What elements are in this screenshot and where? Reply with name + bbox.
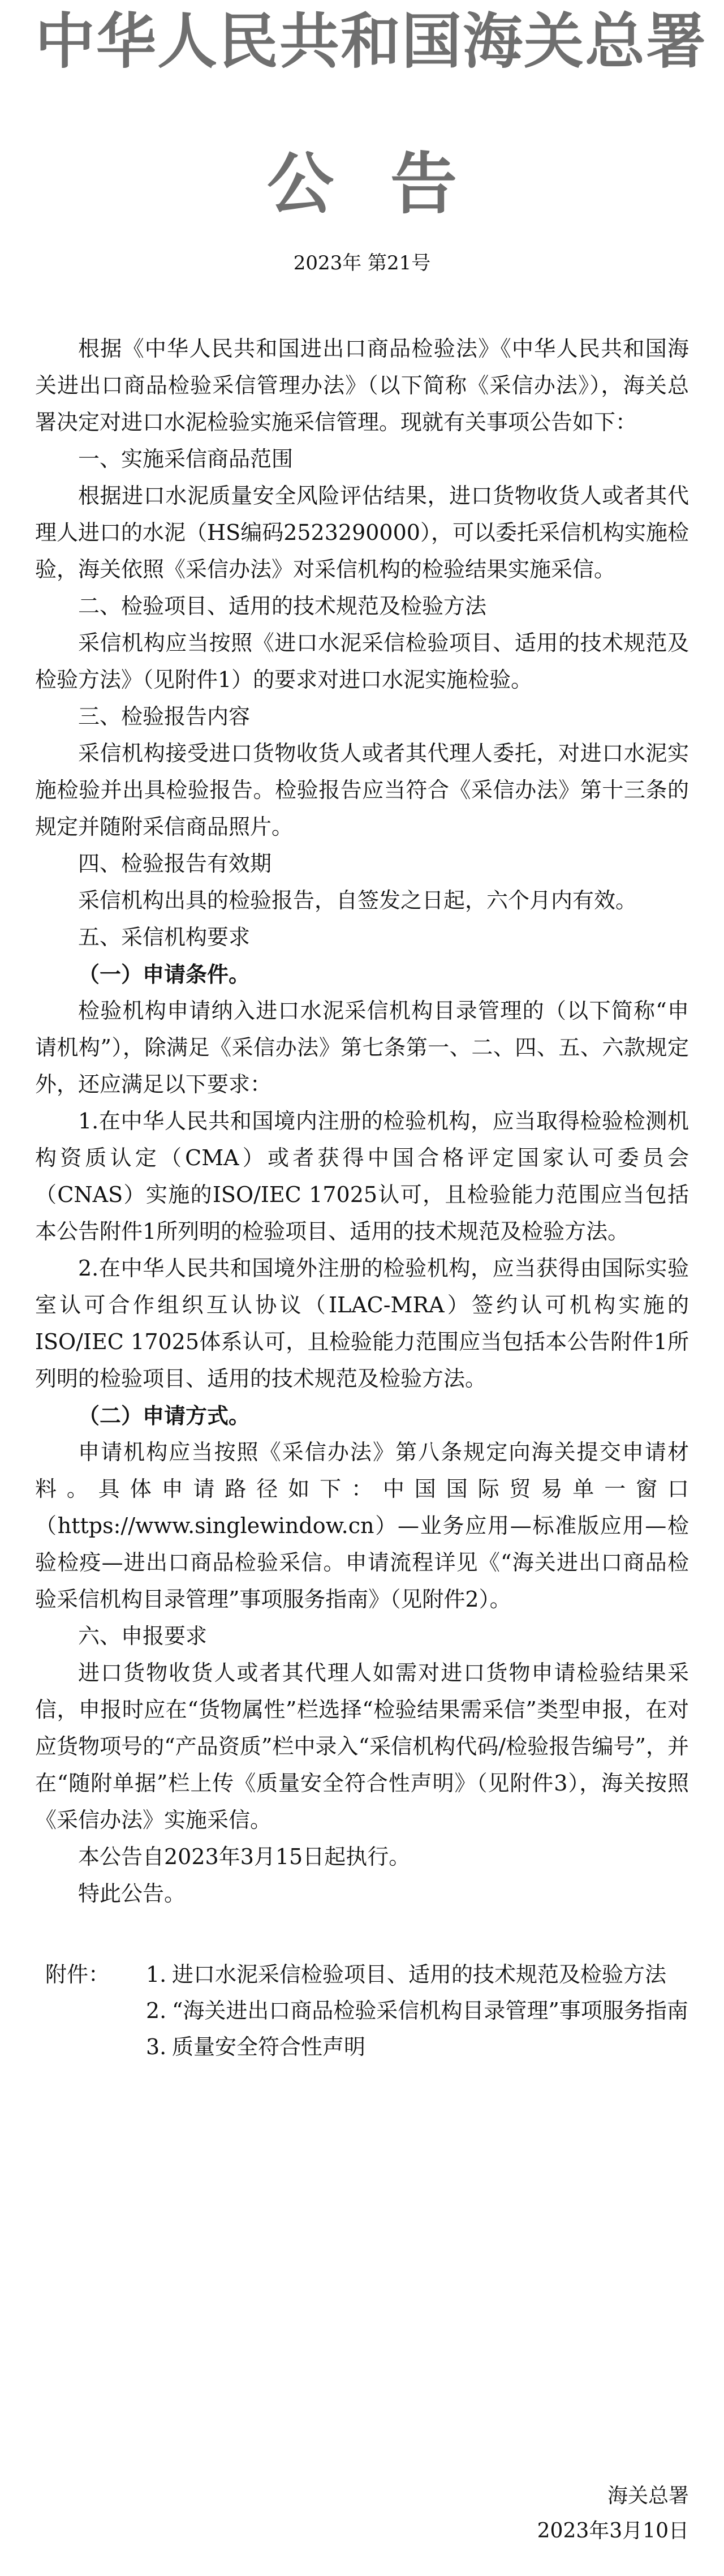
body-paragraph: 2.在中华人民共和国境外注册的检验机构，应当获得由国际实验室认可合作组织互认协议（ILAC-MRA）签约认可机构实施的ISO/IEC 17025体系认可，且检验能力范围应当包括本公告附件1所列明的检验项目、适用的技术规范及检验方法。	[35, 1256, 689, 1391]
body-paragraph: 采信机构应当按照《进口水泥采信检验项目、适用的技术规范及检验方法》（见附件1）的要求对进口水泥实施检验。	[35, 630, 689, 692]
body-paragraph: 1.在中华人民共和国境内注册的检验机构，应当取得检验检测机构资质认定（CMA）或者获得中国合格评定国家认可委员会（CNAS）实施的ISO/IEC 17025认可，且检验能力范围应当包括本公告附件1所列明的检验项目、适用的技术规范及检验方法。	[35, 1109, 689, 1244]
body-paragraph: 申请机构应当按照《采信办法》第八条规定向海关提交申请材料。具体申请路径如下：中国国际贸易单一窗口（https://www.singlewindow.cn）—业务应用—标准版应用—检验检疫—进出口商品检验采信。申请流程详见《“海关进出口商品检验采信机构目录管理”事项服务指南》（见附件2）。	[35, 1440, 689, 1612]
attachment-title: “海关进出口商品检验采信机构目录管理”事项服务指南	[172, 1998, 688, 2023]
attachment-item	[45, 2029, 689, 2065]
document-number: 2023年 第21号	[293, 252, 431, 274]
document-type-title: 公告	[266, 145, 514, 223]
attachment-title: 进口水泥采信检验项目、适用的技术规范及检验方法	[172, 1962, 667, 1987]
body-paragraph: 检验机构申请纳入进口水泥采信机构目录管理的（以下简称“申请机构”），除满足《采信办法》第七条第一、二、四、五、六款规定外，还应满足以下要求：	[35, 998, 689, 1097]
effective-date-paragraph: 本公告自2023年3月15日起执行。	[78, 1844, 411, 1869]
subsection-heading: （一）申请条件。	[78, 961, 251, 987]
section-heading: 一、实施采信商品范围	[78, 446, 294, 471]
issuing-authority-title: 中华人民共和国海关总署	[35, 7, 707, 76]
body-paragraph: 根据进口水泥质量安全风险评估结果，进口货物收货人或者其代理人进口的水泥（HS编码2523290000），可以委托采信机构实施检验，海关依照《采信办法》对采信机构的检验结果实施采信。	[35, 483, 689, 582]
signing-date: 2023年3月10日	[537, 2519, 689, 2543]
attachment-item	[45, 1956, 689, 1993]
section-heading: 二、检验项目、适用的技术规范及检验方法	[78, 594, 487, 619]
body-paragraph: 进口货物收货人或者其代理人如需对进口货物申请检验结果采信，申报时应在“货物属性”栏选择“检验结果需采信”类型申报，在对应货物项号的“产品资质”栏中录入“采信机构代码/检验报告编号”，并在“随附单据”栏上传《质量安全符合性声明》（见附件3），海关按照《采信办法》实施采信。	[35, 1660, 689, 1832]
section-heading: 四、检验报告有效期	[78, 851, 272, 876]
attachments-list	[35, 1956, 689, 2065]
section-heading: 五、采信机构要求	[78, 925, 251, 950]
closing-phrase: 特此公告。	[78, 1881, 186, 1906]
announcement-body	[35, 330, 689, 1912]
body-paragraph: 采信机构出具的检验报告，自签发之日起，六个月内有效。	[78, 888, 637, 913]
attachment-number: 1.	[146, 1962, 167, 1987]
section-heading: 六、申报要求	[78, 1624, 208, 1648]
section-heading: 三、检验报告内容	[78, 704, 251, 729]
attachment-number: 3.	[146, 2034, 167, 2059]
body-paragraph: 采信机构接受进口货物收货人或者其代理人委托，对进口水泥实施检验并出具检验报告。检验报告应当符合《采信办法》第十三条的规定并随附采信商品照片。	[35, 741, 689, 839]
attachment-item	[45, 1993, 689, 2029]
attachment-title: 质量安全符合性声明	[172, 2034, 366, 2059]
signature-block	[537, 2479, 689, 2549]
attachment-number: 2.	[146, 1998, 167, 2023]
signing-organization: 海关总署	[607, 2484, 689, 2508]
subsection-heading: （二）申请方式。	[78, 1403, 251, 1428]
attachments-label: 附件：	[45, 1962, 110, 1987]
intro-paragraph: 根据《中华人民共和国进出口商品检验法》《中华人民共和国海关进出口商品检验采信管理办法》（以下简称《采信办法》），海关总署决定对进口水泥检验实施采信管理。现就有关事项公告如下：	[35, 336, 689, 435]
